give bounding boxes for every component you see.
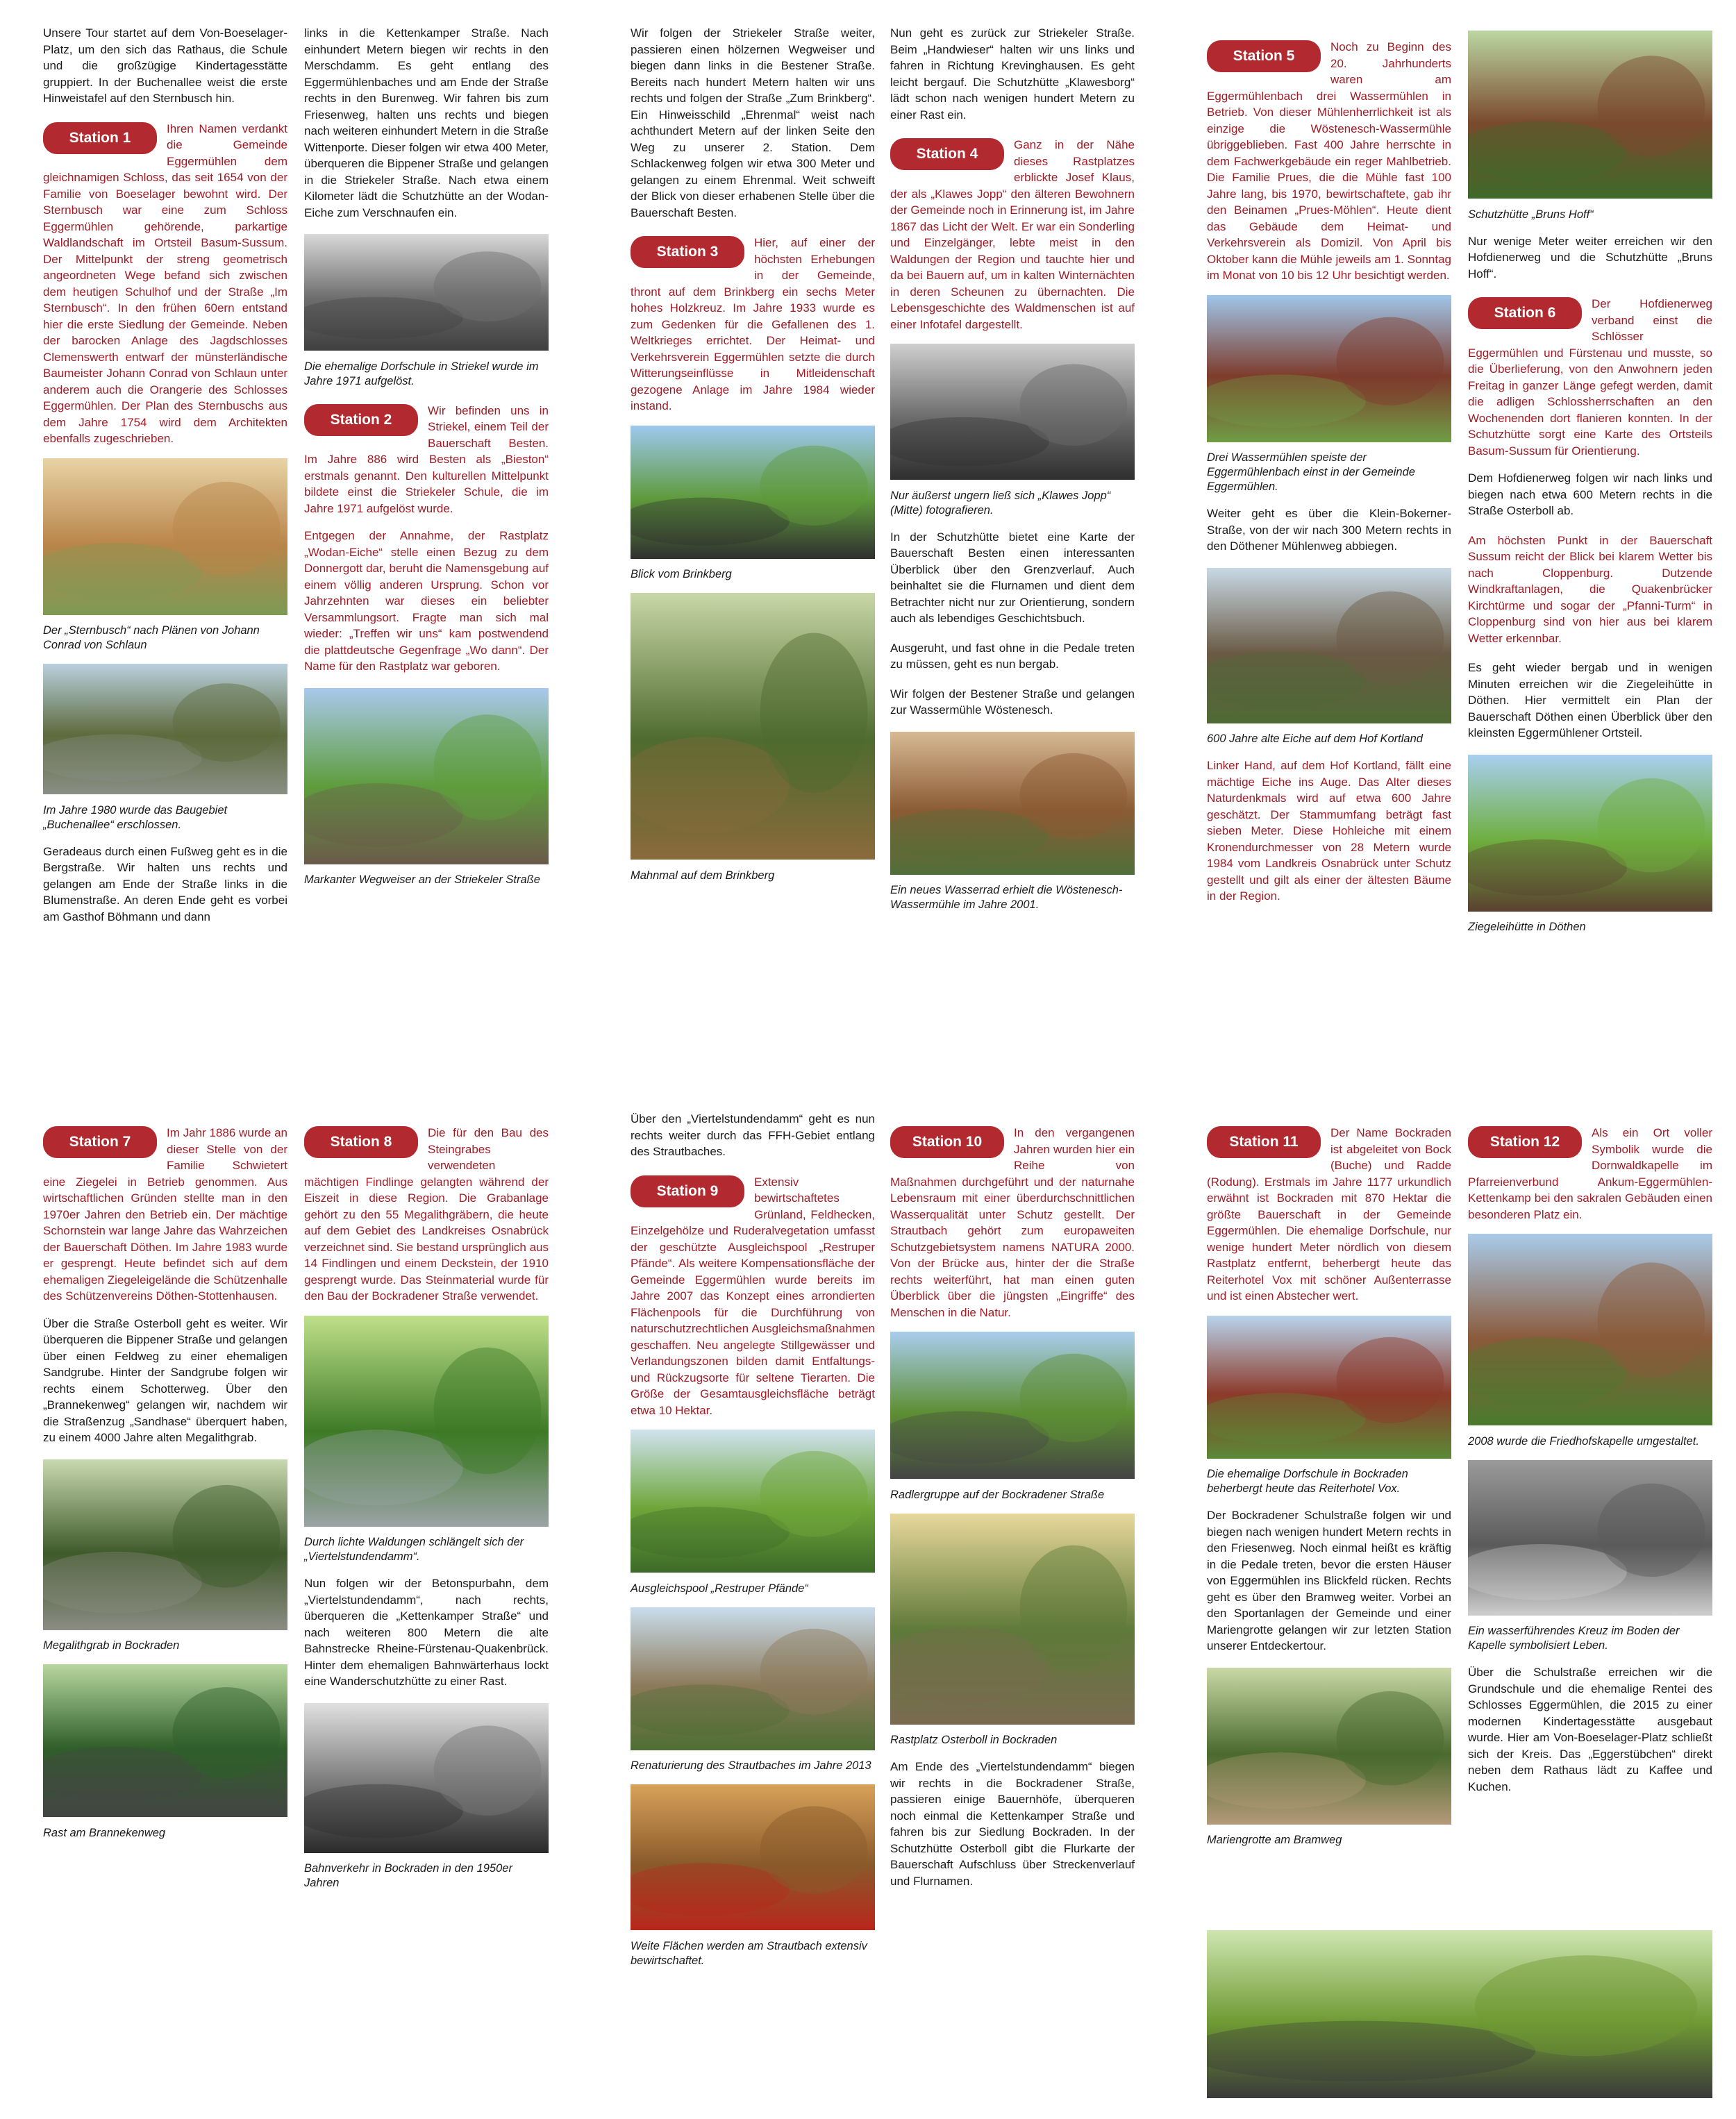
photo-caption: Bahnverkehr in Bockraden in den 1950er Jahren bbox=[304, 1862, 512, 1889]
oak-tree-photo bbox=[1207, 568, 1451, 728]
station-block bbox=[43, 1125, 287, 1305]
station-block bbox=[304, 1125, 549, 1305]
column-8 bbox=[304, 1111, 549, 1902]
station-text: Die für den Bau des Steingrabes verwendeten mächtigen Findlinge gelangten während der Eiszeit in diese Region. Die Grabanlage gehört zu den 55 Megalithgräbern, die heute auf dem Gebiet des Landkreises Osnabrück verzeichnet sind. Sie bestand ursprünglich aus 14 Findlingen und einem Deckstein, der 1910 gesprengt wurde. Das Steinmaterial wurde für den Bau der Bockradener Straße verwendet. bbox=[304, 1126, 549, 1303]
photo-caption: Die ehemalige Dorfschule in Striekel wurde im Jahre 1971 aufgelöst. bbox=[304, 360, 539, 387]
photo-caption: 2008 wurde die Friedhofskapelle umgestaltet. bbox=[1468, 1434, 1699, 1448]
photo-caption: Mariengrotte am Bramweg bbox=[1207, 1834, 1342, 1846]
station-badge: Station 4 bbox=[890, 138, 1004, 170]
signpost-photo bbox=[304, 688, 549, 869]
station-text: Als ein Ort voller Symbolik wurde die Dornwaldkapelle im Pfarreienverbund Ankum-Eggermühlen-Kettenkamp bei den sakralen Gebäuden einen besonderen Platz ein. bbox=[1468, 1126, 1712, 1221]
station-badge: Station 2 bbox=[304, 404, 418, 436]
column-6 bbox=[1468, 25, 1712, 946]
column-12 bbox=[1468, 1111, 1712, 1808]
body-paragraph: Wir folgen der Bestener Straße und gelangen zur Wassermühle Wöstenesch. bbox=[890, 687, 1135, 717]
station-block bbox=[890, 1125, 1135, 1321]
photo-caption: Der „Sternbusch“ nach Plänen von Johann Conrad von Schlaun bbox=[43, 624, 260, 651]
station-badge: Station 11 bbox=[1207, 1126, 1321, 1158]
station-block bbox=[43, 121, 287, 447]
photo-caption: Blick vom Brinkberg bbox=[631, 568, 732, 580]
reiterhotel-photo bbox=[1207, 1316, 1451, 1464]
photo-caption: Durch lichte Waldungen schlängelt sich der „Viertelstundendamm“. bbox=[304, 1536, 524, 1563]
chapel-photo bbox=[1468, 1234, 1712, 1430]
klawes-jopp-photo bbox=[890, 344, 1135, 485]
mariengrotte-photo bbox=[1207, 1668, 1451, 1829]
road-photo bbox=[43, 664, 287, 799]
water-wheel-photo bbox=[890, 732, 1135, 880]
body-paragraph: Wir folgen der Striekeler Straße weiter, passieren einen hölzernen Wegweiser und biegen dann links in die Bestener Straße. Bereits nach hundert Metern halten wir uns rechts und folgen der Straße „Zum Brinkberg“. Ein Hinweisschild „Ehrenmal“ weist nach achthundert Metern auf der linken Seite den Weg zu unserer 2. Station. Dem Schlackenweg folgen wir etwa 300 Meter und gelangen zu einem Ehrenmal. Weit schweift der Blick von dieser erhabenen Stelle über die Bauerschaft Besten. bbox=[631, 26, 875, 219]
station-text: Der Hofdienerweg verband einst die Schlösser Eggermühlen und Fürstenau und musste, so die Überlieferung, von den Anwohnern jeden Freitag in ganzer Länge gefegt werden, damit die adligen Schlossherrschaften an den Wochenenden dort flanieren konnten. In der Schutzhütte sorgt eine Karte des Ortsteils Basum-Sussum für Orientierung. bbox=[1468, 297, 1712, 458]
cross-floor-photo bbox=[1468, 1460, 1712, 1620]
body-paragraph: Es geht wieder bergab und in wenigen Minuten erreichen wir die Ziegeleihütte in Döthen. Hier vermittelt ein Plan der Bauerschaft Döthen einen Überblick über den kleinsten Eggermühlener Ortsteil. bbox=[1468, 661, 1712, 739]
body-paragraph: Nun folgen wir der Betonspurbahn, dem „Viertelstundendamm“, nach rechts, überqueren die „Kettenkamper Straße“ und nach weiteren 800 Metern die alte Bahnstrecke Rheine-Fürstenau-Quakenbrück. Hinter dem ehemaligen Bahnwärterhaus lockt eine Wanderschutzhütte zu einer Rast. bbox=[304, 1577, 549, 1688]
station-text: Ihren Namen verdankt die Gemeinde Eggermühlen dem gleichnamigen Schloss, das seit 1654 von der Familie von Boeselager bewohnt wird. Der Sternbusch war eine zum Schloss Eggermühlen gehörende, parkartige Waldlandschaft im Ortsteil Basum-Sussum. Der Mittelpunkt der streng geometrisch angeordneten Wege befand sich zwischen dem heutigen Schulhof und der Straße „Im Sternbusch“. In den frühen 60ern entstand hier die erste Siedlung der Gemeinde. Neben der barocken Anlage des Jagdschlosses Clemenswerth entwarf der münsterländische Baumeister Johann Conrad von Schlaun unter anderem auch die Orangerie des Schlosses Eggermühlen. Der Plan des Sternbuschs aus dem Jahre 1754 wird dem Architekten ebenfalls zugeschrieben. bbox=[43, 122, 287, 445]
station-badge: Station 1 bbox=[43, 122, 157, 154]
body-paragraph: Nur wenige Meter weiter erreichen wir den Hofdienerweg und die Schutzhütte „Bruns Hoff“. bbox=[1468, 234, 1712, 280]
column-5 bbox=[1207, 25, 1451, 918]
body-paragraph: Über die Straße Osterboll geht es weiter. Wir überqueren die Bippener Straße und gelangen über einen Feldweg zu einer ehemaligen Sandgrube. Hinter der Sandgrube folgen wir rechts einem Schotterweg. Über den „Brannekenweg“ gelangen wir, nachdem wir die Straßenzug „Sandhase“ überquert haben, zu einem 4000 Jahre alten Megalithgrab. bbox=[43, 1316, 287, 1444]
station-badge: Station 7 bbox=[43, 1126, 157, 1158]
column-7 bbox=[43, 1111, 287, 1852]
bruns-hoff-hut-photo bbox=[1468, 31, 1712, 203]
station-badge: Station 9 bbox=[631, 1175, 744, 1207]
cyclists-field-photo bbox=[1207, 1930, 1712, 2102]
station-badge: Station 6 bbox=[1468, 297, 1582, 329]
ziegeleihuette-photo bbox=[1468, 755, 1712, 916]
station-block bbox=[1468, 1125, 1712, 1223]
photo-caption: Die ehemalige Dorfschule in Bockraden beherbergt heute das Reiterhotel Vox. bbox=[1207, 1468, 1408, 1495]
photo-caption: Ziegeleihütte in Döthen bbox=[1468, 921, 1586, 933]
ausgleichspool-photo bbox=[631, 1430, 875, 1577]
strautbach-photo bbox=[631, 1607, 875, 1755]
photo-caption: Renaturierung des Strautbaches im Jahre 2013 bbox=[631, 1759, 871, 1772]
cyclists-forest-photo bbox=[304, 1316, 549, 1532]
station-block bbox=[1207, 1125, 1451, 1305]
station-block bbox=[304, 403, 549, 517]
highlight-paragraph: Am höchsten Punkt in der Bauerschaft Sussum reicht der Blick bei klarem Wetter bis nach Cloppenburg. Dutzende Windkraftanlagen, die Quakenbrücker Kirchtürme und sogar der „Pfanni-Turm“ in Cloppenburg sind von hier aus bei klarem Wetter erkennbar. bbox=[1468, 533, 1712, 645]
station-block bbox=[890, 137, 1135, 333]
photo-caption: Mahnmal auf dem Brinkberg bbox=[631, 869, 775, 882]
body-paragraph: Am Ende des „Viertelstundendamm“ biegen wir rechts in die Bockradener Straße, passieren einige Bauernhöfe, überqueren noch einmal die Kettenkamper Straße und fahren bis zur Siedlung Bockraden. In der Schutzhütte Osterboll gibt die Flurkarte der Bauerschaft Aufschluss über Streckenverlauf und Flurnamen. bbox=[890, 1760, 1135, 1888]
station-badge: Station 8 bbox=[304, 1126, 418, 1158]
photo-caption: Nur äußerst ungern ließ sich „Klawes Jopp“ (Mitte) fotografieren. bbox=[890, 489, 1111, 517]
body-paragraph: Nun geht es zurück zur Striekeler Straße. Beim „Handwieser“ halten wir uns links und fahren in Richtung Krevinghausen. Es geht leicht bergauf. Die Schutzhütte „Klawesborg“ lädt schon nach wenigen hundert Metern zu einer Rast ein. bbox=[890, 26, 1135, 122]
column-3 bbox=[631, 25, 875, 894]
station-badge: Station 3 bbox=[631, 236, 744, 268]
photo-caption: Im Jahre 1980 wurde das Baugebiet „Buchenallee“ erschlossen. bbox=[43, 803, 228, 831]
photo-caption: Rastplatz Osterboll in Bockraden bbox=[890, 1734, 1058, 1746]
column-11 bbox=[1207, 1111, 1451, 1859]
memorial-cross-photo bbox=[631, 593, 875, 864]
photo-caption: Ausgleichspool „Restruper Pfände“ bbox=[631, 1582, 808, 1595]
rastplatz-osterboll-photo bbox=[890, 1514, 1135, 1729]
photo-caption: Megalithgrab in Bockraden bbox=[43, 1639, 180, 1652]
watermill-photo bbox=[1207, 295, 1451, 447]
highlight-paragraph: Linker Hand, auf dem Hof Kortland, fällt eine mächtige Eiche ins Auge. Das Alter dieses Naturdenkmals wird auf etwa 600 Jahre geschätzt. Der Stammumfang beträgt fast sieben Meter. Diese Hohleiche mit einem Kronendurchmesser von 28 Metern wurde 1984 vom Landkreis Osnabrück unter Schutz gestellt und gilt als einer der ältesten Bäume in der Region. bbox=[1207, 759, 1451, 903]
body-paragraph: Dem Hofdienerweg folgen wir nach links und biegen nach etwa 600 Metern rechts in die Straße Osterboll ab. bbox=[1468, 471, 1712, 517]
station-text: Extensiv bewirtschaftetes Grünland, Feldhecken, Einzelgehölze und Ruderalvegetation umfasst der geschützte Ausgleichspool „Restruper Pfände“. Als weitere Kompensationsfläche der Gemeinde Eggermühlen wurde bereits im Jahre 2007 das Konzept eines arrondierten Flächenpools für die Durchführung von naturschutzrechtlichen Ausgleichsmaßnahmen geschaffen. Neu angelegte Stillgewässer und Verlandungszonen bilden damit Entfaltungs- und Rückzugsorte für seltene Tierarten. Die Größe der Gesamtausgleichsfläche beträgt etwa 10 Hektar. bbox=[631, 1175, 875, 1417]
column-9 bbox=[631, 1111, 875, 1979]
body-paragraph: Geradeaus durch einen Fußweg geht es in die Bergstraße. Wir halten uns rechts und gelangen am Ende der Straße links in die Blumenstraße. An deren Ende geht es vorbei am Gasthof Böhmann und dann bbox=[43, 844, 287, 923]
photo-caption: Ein wasserführendes Kreuz im Boden der Kapelle symbolisiert Leben. bbox=[1468, 1625, 1680, 1652]
station-block bbox=[1207, 39, 1451, 284]
body-paragraph: Unsere Tour startet auf dem Von-Boeselager-Platz, um den sich das Rathaus, die Schule und die großzügige Kindertagesstätte gruppiert. In der Buchenallee weist die erste Hinweistafel auf den Sternbusch hin. bbox=[43, 26, 287, 105]
photo-caption: Markanter Wegweiser an der Striekeler Straße bbox=[304, 873, 540, 886]
photo-caption: Schutzhütte „Bruns Hoff“ bbox=[1468, 208, 1594, 221]
photo-caption: Radlergruppe auf der Bockradener Straße bbox=[890, 1488, 1105, 1501]
photo-caption: Ein neues Wasserrad erhielt die Wöstenesch-Wassermühle im Jahre 2001. bbox=[890, 884, 1123, 911]
column-2 bbox=[304, 25, 549, 898]
body-paragraph: Über die Schulstraße erreichen wir die Grundschule und die ehemalige Rentei des Schlosses Eggermühlen, die 2015 zu einer modernen Kindertagesstätte ausgebaut wurde. Hier am Von-Boeselager-Platz schließt sich der Kreis. Das „Eggerstübchen“ direkt neben dem Rathaus lädt zu Kaffee und Kuchen. bbox=[1468, 1666, 1712, 1793]
column-10 bbox=[890, 1111, 1135, 1902]
column-4 bbox=[890, 25, 1135, 923]
body-paragraph: links in die Kettenkamper Straße. Nach einhundert Metern biegen wir rechts in den Merschdamm. Es geht entlang des Eggermühlenbaches und am Ende der Straße rechts in den Burenweg. Wir fahren bis zum Friesenweg, halten uns rechts und biegen nach weiteren einhundert Metern in die Straße Wittenporte. Dieser folgen wir etwa 400 Meter, überqueren die Bippener Straße und gelangen in die Striekeler Straße. Nach etwa einem Kilometer lädt die Schutzhütte an der Wodan-Eiche zum Verschnaufen ein. bbox=[304, 26, 549, 219]
station-text: Wir befinden uns in Striekel, einem Teil der Bauerschaft Besten. Im Jahre 886 wird Besten als „Bieston“ erstmals genannt. Den kulturellen Mittelpunkt bildete einst die Striekeler Schule, die im Jahre 1971 aufgelöst wurde. bbox=[304, 403, 549, 515]
body-paragraph: Über den „Viertelstundendamm“ geht es nun rechts weiter durch das FFH-Gebiet entlang des Strautbaches. bbox=[631, 1112, 875, 1158]
station-badge: Station 5 bbox=[1207, 40, 1321, 72]
station-block bbox=[631, 235, 875, 414]
station-badge: Station 12 bbox=[1468, 1126, 1582, 1158]
cyclists-brinkberg-photo bbox=[631, 426, 875, 564]
rest-brannekenweg-photo bbox=[43, 1664, 287, 1822]
station-block bbox=[1468, 296, 1712, 459]
station-text: In den vergangenen Jahren wurden hier ein Reihe von Maßnahmen durchgeführt und der naturnahe Lebensraum mit einer überdurchschnittlichen Wasserqualität unter Schutz gestellt. Der Strautbach gehört zum europaweiten Schutzgebietsystem namens NATURA 2000. Von der Brücke aus, hinter der die Straße rechts weiterführt, hat man einen guten Überblick über die jüngsten „Eingriffe“ des Menschen in die Natur. bbox=[890, 1126, 1135, 1319]
cyclist-group-photo bbox=[890, 1332, 1135, 1484]
old-school-photo bbox=[304, 234, 549, 355]
station-text: Im Jahr 1886 wurde an dieser Stelle von der Familie Schwietert eine Ziegelei in Betrieb genommen. Aus wirtschaftlichen Gründen stellte man in den 1970er Jahren den Betrieb ein. Der mächtige Schornstein war lange Jahre das Wahrzeichen der Bauerschaft Döthen. Im Jahre 1983 wurde er gesprengt. Heute befindet sich auf dem ehemaligen Ziegeleigelände die Schützenhalle des Schützenvereins Döthen-Stottenhausen. bbox=[43, 1126, 287, 1303]
photo-caption: 600 Jahre alte Eiche auf dem Hof Kortland bbox=[1207, 732, 1423, 745]
ladybug-photo bbox=[631, 1784, 875, 1935]
station-text: Noch zu Beginn des 20. Jahrhunderts waren am Eggermühlenbach drei Wassermühlen in Betrieb. Von dieser Mühlenherrlichkeit ist als einzige die Wöstenesch-Wassermühle übriggeblieben. Fast 400 Jahre herrschte in dem Fachwerkgebäude ein reger Mahlbetrieb. Die Familie Prues, die die Mühle fast 100 Jahre lang, bis 1970, bewirtschaftete, gab ihr den Beinamen „Prues-Möhlen“. Heute dient das Gebäude dem Heimat- und Verkehrsverein als Domizil. Von April bis Oktober kann die Mühle jeweils am 1. Sonntag im Monat von 10 bis 12 Uhr besichtigt werden. bbox=[1207, 40, 1451, 282]
station-text: Hier, auf einer der höchsten Erhebungen in der Gemeinde, thront auf dem Brinkberg ein sechs Meter hohes Holzkreuz. Im Jahre 1933 wurde es zum Gedenken für die Gefallenen des 1. Weltkrieges errichtet. Der Heimat- und Verkehrsverein Eggermühlen setzte die durch Witterungseinflüsse in Mitleidenschaft gezogene Anlage im Jahre 1984 wieder instand. bbox=[631, 236, 875, 412]
station-block bbox=[631, 1174, 875, 1419]
column-1 bbox=[43, 25, 287, 938]
body-paragraph: Ausgeruht, und fast ohne in die Pedale treten zu müssen, geht es nun bergab. bbox=[890, 641, 1135, 671]
photo-caption: Drei Wassermühlen speiste der Eggermühlenbach einst in der Gemeinde Eggermühlen. bbox=[1207, 451, 1415, 493]
station-badge: Station 10 bbox=[890, 1126, 1004, 1158]
station-text: Ganz in der Nähe dieses Rastplatzes erblickte Josef Klaus, der als „Klawes Jopp“ den älteren Bewohnern der Gemeinde noch in Erinnerung ist, im Jahre 1867 das Licht der Welt. Er war ein Sonderling und Einzelgänger, lebte meist in den Waldungen der Region und tauchte hier und da bei Bauern auf, um in kalten Winternächten in deren Scheunen zu übernachten. Die Lebensgeschichte des Waldmenschen ist auf einer Infotafel dargestellt. bbox=[890, 138, 1135, 331]
station-text: Der Name Bockraden ist abgeleitet von Bock (Buche) und Radde (Rodung). Erstmals im Jahre 1177 urkundlich erwähnt ist Bockraden mit 870 Hektar die größte Bauerschaft in der Gemeinde Eggermühlen. Die ehemalige Dorfschule, nur wenige hundert Meter nördlich von diesem Rastplatz entfernt, beherbergt heute das Reiterhotel Vox mit schöner Außenterrasse und ist einen Abstecher wert. bbox=[1207, 1126, 1451, 1303]
photo-caption: Rast am Brannekenweg bbox=[43, 1826, 166, 1839]
body-paragraph: Weiter geht es über die Klein-Bokerner-Straße, von der wir nach 300 Metern rechts in den Döthener Mühlenweg abbiegen. bbox=[1207, 507, 1451, 553]
body-paragraph: Der Bockradener Schulstraße folgen wir und biegen nach wenigen hundert Metern rechts in den Friesenweg. Noch einmal heißt es kräftig in die Pedale treten, bevor die ersten Häuser von Eggermühlen ins Blickfeld rücken. Rechts geht es über den Bramweg weiter. Vorbei an den Sportanlagen der Gemeinde und einer Mariengrotte gelangen wir zur letzten Station unserer Entdeckertour. bbox=[1207, 1509, 1451, 1652]
megalith-grave-photo bbox=[43, 1459, 287, 1635]
body-paragraph: In der Schutzhütte bietet eine Karte der Bauerschaft Besten einen interessanten Überblick über den Grenzverlauf. Auch beinhaltet sie die Flurnamen und dient dem Betrachter nicht nur zur Orientierung, sondern auch als lebendiges Geschichtsbuch. bbox=[890, 530, 1135, 625]
photo-caption: Weite Flächen werden am Strautbach extensiv bewirtschaftet. bbox=[631, 1939, 867, 1967]
highlight-paragraph: Entgegen der Annahme, der Rastplatz „Wodan-Eiche“ stelle einen Bezug zu dem Donnergott dar, beruht die Namensgebung auf einem völlig anderen Ursprung. Schon vor Jahrzehnten war dieses ein beliebter Versammlungsort. Fragte man sich mal wieder: „Treffen wir uns“ kam postwendend die plattdeutsche Gegenfrage „Wo dann“. Der Name für den Rastplatz war geboren. bbox=[304, 529, 549, 673]
map-photo bbox=[43, 458, 287, 620]
railway-photo bbox=[304, 1703, 549, 1858]
